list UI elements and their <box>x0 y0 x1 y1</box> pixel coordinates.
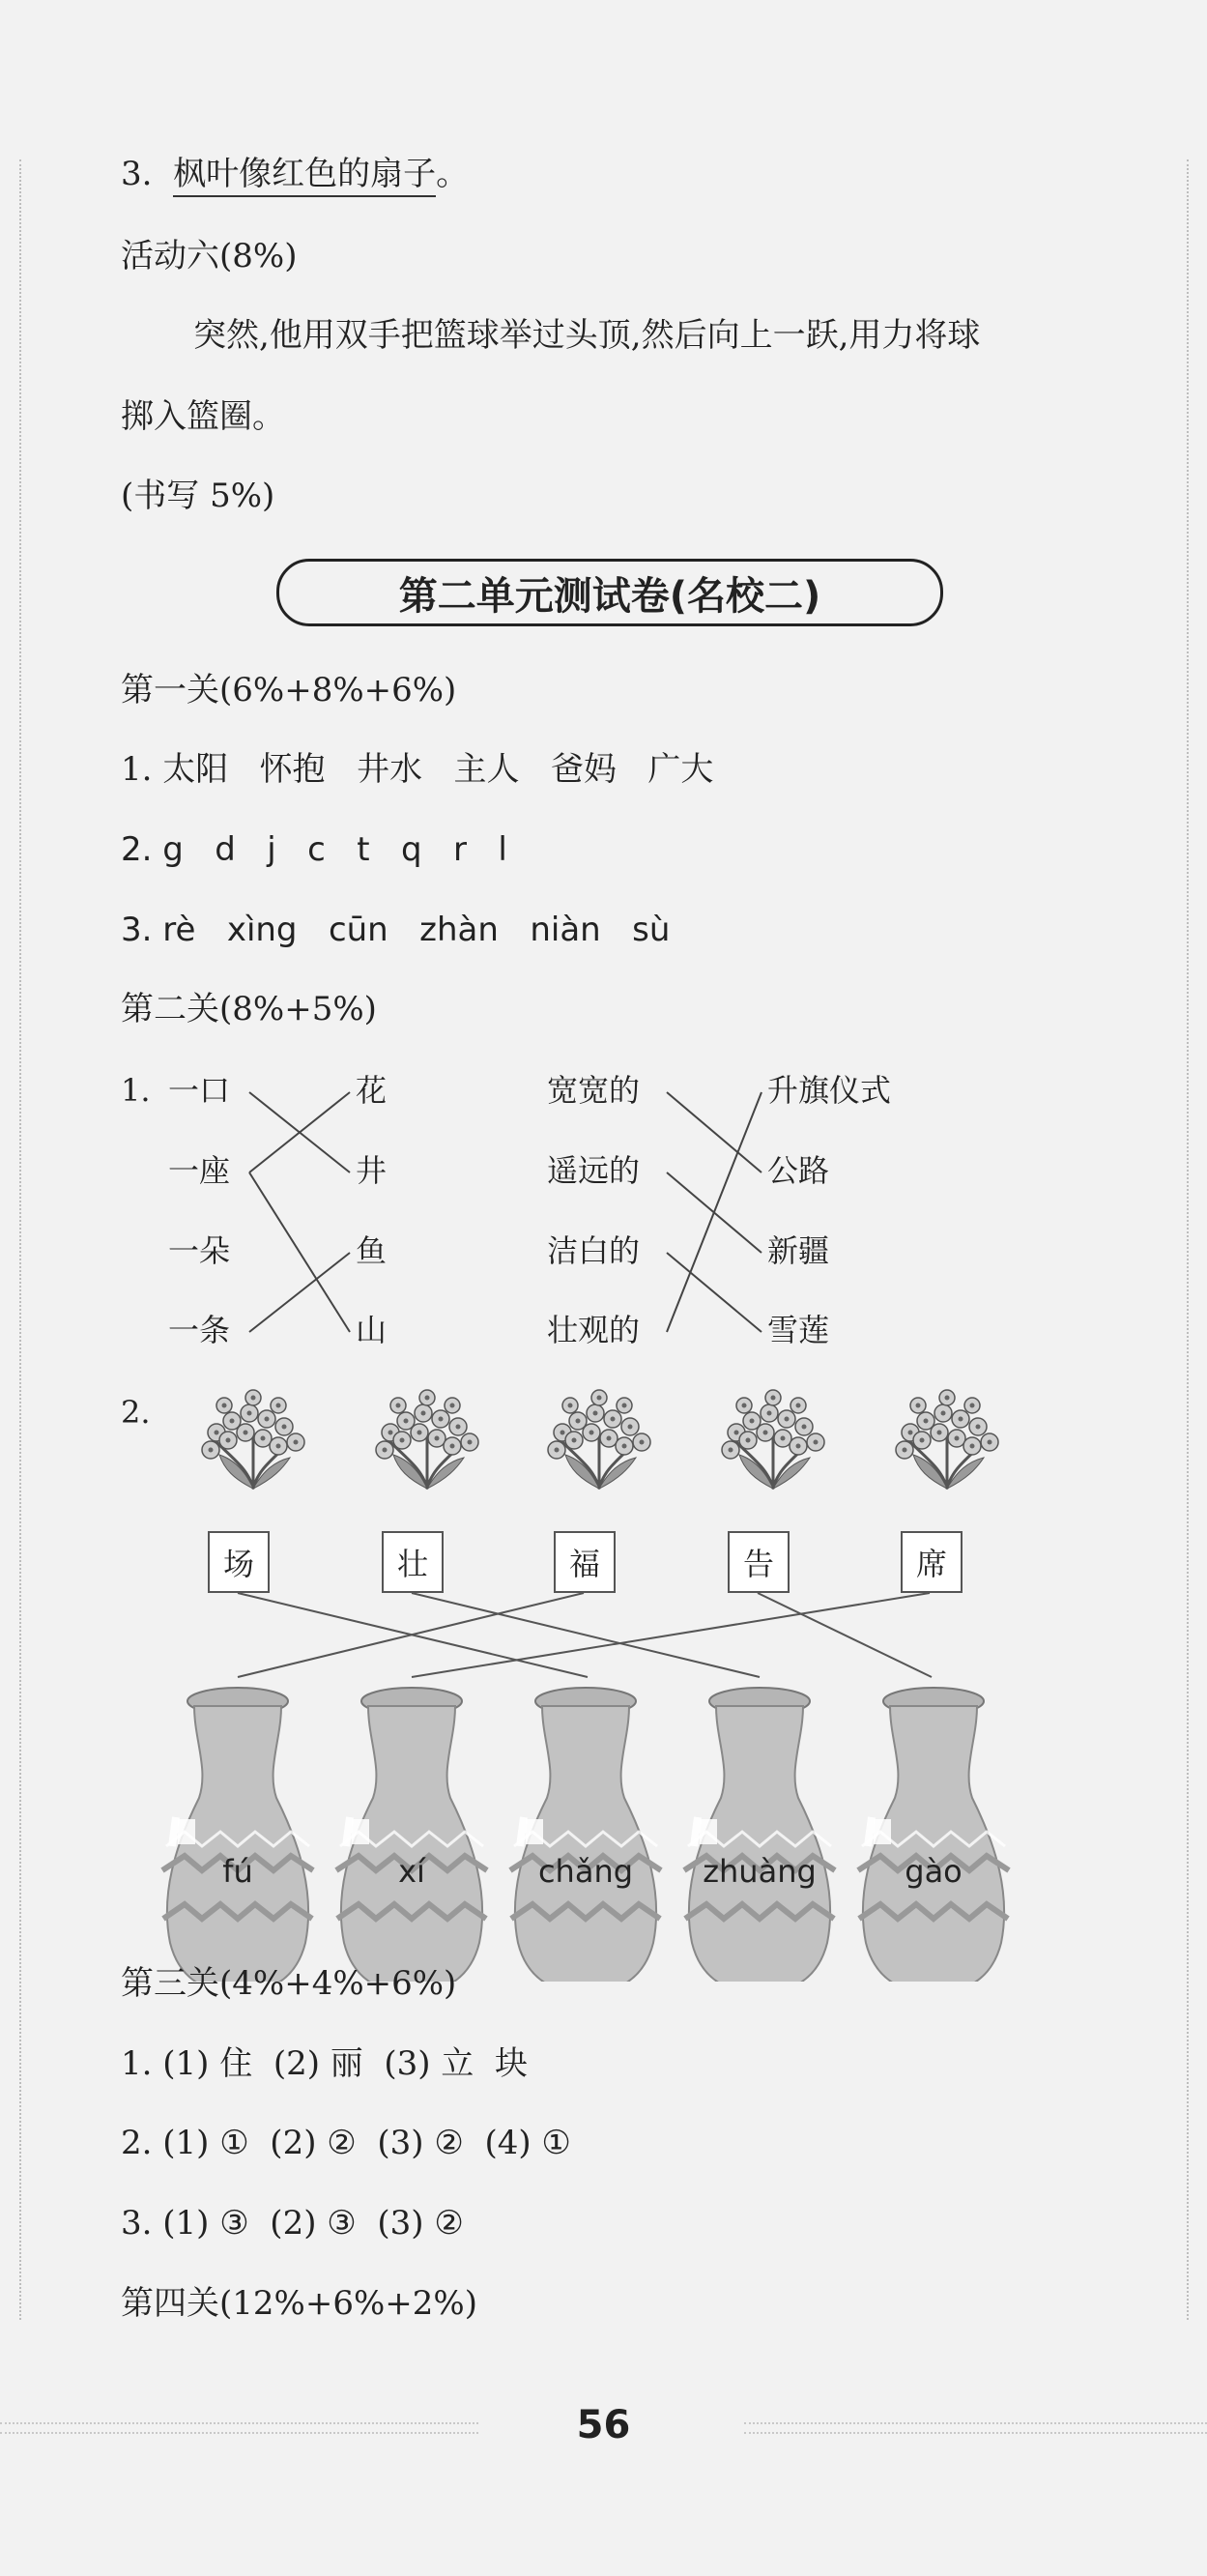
right-word-3: 洁白的 <box>547 1232 641 1269</box>
flower-char-4: 告 <box>728 1531 790 1593</box>
right-target-1: 升旗仪式 <box>767 1072 892 1109</box>
vase-pinyin-1: fú <box>222 1853 253 1890</box>
right-word-2: 遥远的 <box>547 1152 641 1189</box>
vase-pinyin-4: zhuàng <box>703 1853 817 1890</box>
left-word-3: 一朵 <box>168 1232 231 1269</box>
flower-char-1: 场 <box>208 1531 270 1593</box>
level-1-q2: 2. g d j c t q r l <box>121 830 507 869</box>
vase-pinyin-2: xí <box>398 1853 425 1890</box>
right-word-4: 壮观的 <box>547 1312 641 1348</box>
flower-char-3: 福 <box>554 1531 616 1593</box>
right-target-2: 公路 <box>767 1152 830 1189</box>
left-target-4: 山 <box>356 1312 388 1348</box>
activity-6-heading: 活动六(8%) <box>121 237 298 275</box>
vase-1 <box>162 1688 313 1982</box>
vase-5 <box>858 1688 1009 1982</box>
vase-3 <box>510 1688 661 1982</box>
level-4-heading: 第四关(12%+6%+2%) <box>121 2284 477 2323</box>
right-word-1: 宽宽的 <box>547 1072 641 1109</box>
level-2-heading: 第二关(8%+5%) <box>121 990 377 1028</box>
writing-score: (书写 5%) <box>121 477 275 515</box>
page-number: 56 <box>576 2403 631 2447</box>
vase-2 <box>336 1688 487 1982</box>
right-target-4: 雪莲 <box>767 1312 830 1348</box>
flower-char-5: 席 <box>901 1531 963 1593</box>
level-1-q3: 3. rè xìng cūn zhàn niàn sù <box>121 911 671 949</box>
item-3-answer: 枫叶像红色的扇子 <box>173 155 436 197</box>
left-target-3: 鱼 <box>356 1232 388 1269</box>
vase-pinyin-3: chǎng <box>537 1853 634 1890</box>
level-3-q1: 1. (1) 住 (2) 丽 (3) 立 块 <box>121 2044 528 2083</box>
item-3-number: 3. <box>121 155 153 193</box>
vase-pinyin-5: gào <box>905 1853 963 1890</box>
level-3-heading: 第三关(4%+4%+6%) <box>121 1964 457 2003</box>
level-1-q1: 1. 太阳 怀抱 井水 主人 爸妈 广大 <box>121 750 714 789</box>
level-3-q3: 3. (1) ③ (2) ③ (3) ② <box>121 2204 464 2243</box>
left-word-4: 一条 <box>168 1312 231 1348</box>
paragraph-line-1: 突然,他用双手把篮球举过头顶,然后向上一跃,用力将球 <box>193 316 981 355</box>
test-title: 第二单元测试卷(名校二) <box>276 559 943 626</box>
vase-4 <box>684 1688 835 1982</box>
paragraph-line-2: 掷入篮圈。 <box>121 397 285 436</box>
level-3-q2: 2. (1) ① (2) ② (3) ② (4) ① <box>121 2124 571 2162</box>
left-target-2: 井 <box>356 1152 388 1189</box>
right-target-3: 新疆 <box>767 1232 830 1269</box>
level-1-heading: 第一关(6%+8%+6%) <box>121 671 457 709</box>
item-3-end: 。 <box>436 155 470 193</box>
level-2-q2-number: 2. <box>121 1394 151 1431</box>
flower-char-2: 壮 <box>382 1531 444 1593</box>
left-word-1: 一口 <box>168 1072 231 1109</box>
flower-vase-lines <box>238 1593 932 1677</box>
left-word-2: 一座 <box>168 1152 231 1189</box>
level-2-q1-number: 1. <box>121 1072 151 1109</box>
left-target-1: 花 <box>356 1072 388 1109</box>
